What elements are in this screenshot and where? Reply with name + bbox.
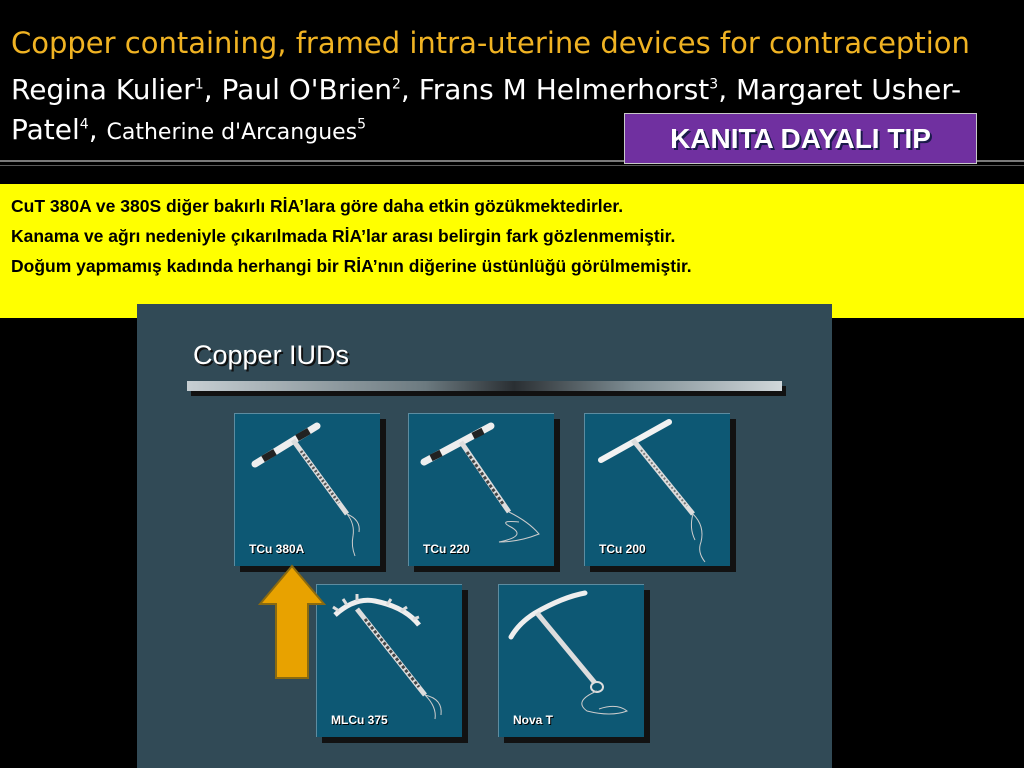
author-name: Paul O'Brien <box>221 73 392 106</box>
author-name: Margaret Usher-Patel <box>11 73 962 146</box>
evidence-based-medicine-badge: KANITA DAYALI TIP <box>624 113 977 164</box>
device-mlcu-375 <box>316 584 462 737</box>
author-separator: , <box>718 73 736 106</box>
author-name: Frans M Helmerhorst <box>418 73 710 106</box>
author-affiliation: 2 <box>391 76 401 93</box>
header-divider-thin <box>0 165 1024 166</box>
figure-title: Copper IUDs <box>193 340 350 370</box>
device-label: TCu 220 <box>423 542 470 556</box>
copper-iud-figure <box>137 304 832 768</box>
device-tcu-220 <box>408 413 554 566</box>
figure-title-bar <box>187 381 782 391</box>
author-affiliation: 3 <box>709 76 719 93</box>
device-tcu-200 <box>584 413 730 566</box>
device-label: MLCu 375 <box>331 713 388 727</box>
author-affiliation: 1 <box>194 76 204 93</box>
author-separator: , <box>203 73 222 106</box>
device-label: TCu 200 <box>599 542 646 556</box>
author-affiliation: 4 <box>79 116 89 133</box>
device-nova-t <box>498 584 644 737</box>
author-separator: , <box>88 113 107 146</box>
finding-line: CuT 380A ve 380S diğer bakırlı RİA’lara göre daha etkin gözükmektedirler. <box>11 196 624 216</box>
author-affiliation: 5 <box>357 116 367 133</box>
author-separator: , <box>400 73 419 106</box>
author-name: Catherine d'Arcangues <box>106 120 358 145</box>
device-label: Nova T <box>513 713 554 727</box>
device-label: TCu 380A <box>249 542 305 556</box>
findings-box <box>0 184 1024 318</box>
up-arrow-icon <box>258 564 326 680</box>
finding-line: Kanama ve ağrı nedeniyle çıkarılmada RİA’lar arası belirgin fark gözlenmemiştir. <box>11 226 676 246</box>
author-name: Regina Kulier <box>11 73 195 106</box>
slide-title: Copper containing, framed intra-uterine devices for contraception <box>11 26 970 60</box>
device-tcu-380a <box>234 413 380 566</box>
finding-line: Doğum yapmamış kadında herhangi bir RİA’nın diğerine üstünlüğü görülmemiştir. <box>11 256 692 276</box>
